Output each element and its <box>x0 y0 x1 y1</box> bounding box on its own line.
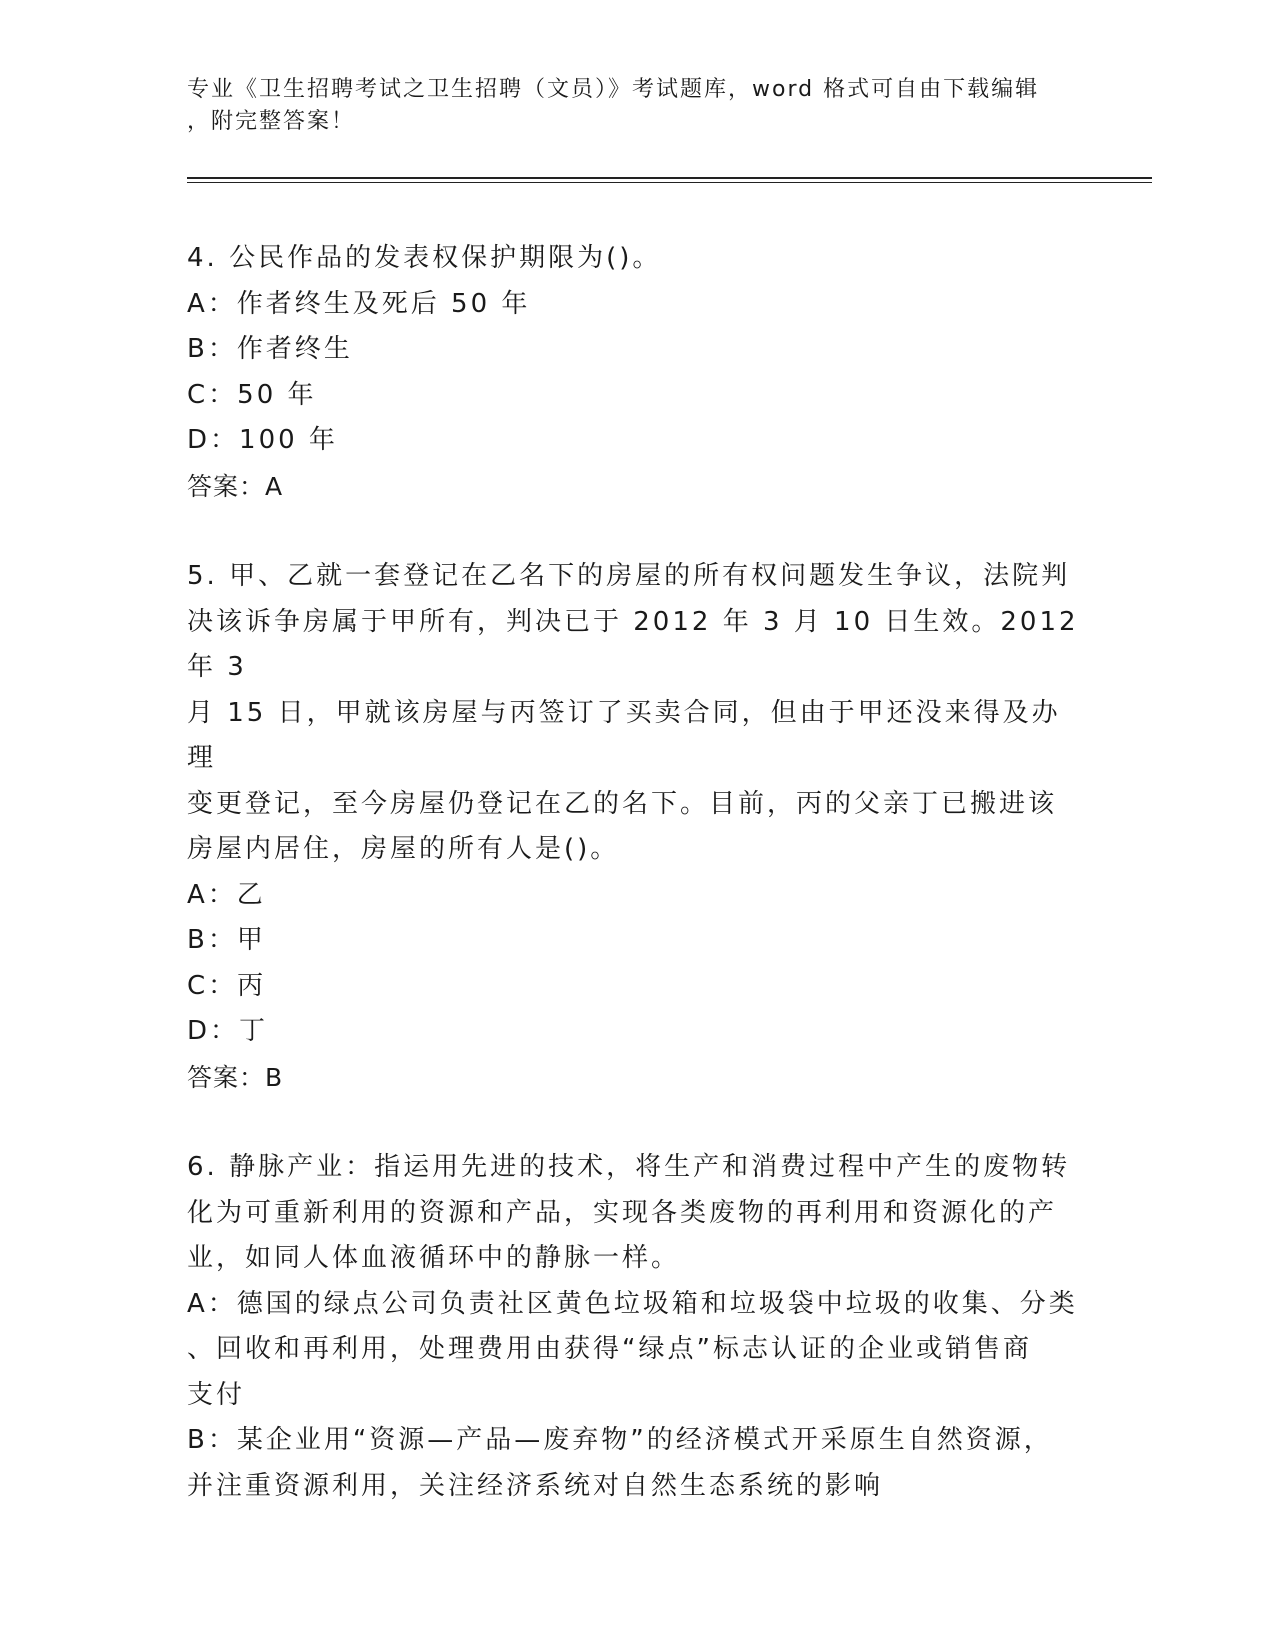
header-line-1: 专业《卫生招聘考试之卫生招聘（文员）》考试题库，word 格式可自由下载编辑 <box>187 77 1040 102</box>
option-b-line: B：某企业用“资源—产品—废弃物”的经济模式开采原生自然资源， <box>187 1425 1053 1455</box>
option-a-line: 支付 <box>187 1379 246 1410</box>
option-b: B：甲 <box>187 925 266 955</box>
option-d: D：丁 <box>187 1016 269 1046</box>
question-stem-line: 5. 甲、乙就一套登记在乙名下的房屋的所有权问题发生争议，法院判 <box>187 561 1071 591</box>
header-line-2: ，附完整答案！ <box>187 109 356 134</box>
question-stem-line: 6. 静脉产业：指运用先进的技术，将生产和消费过程中产生的废物转 <box>187 1152 1071 1182</box>
question-list <box>187 236 1087 1509</box>
question-stem-line: 化为可重新利用的资源和产品，实现各类废物的再利用和资源化的产 <box>187 1197 1058 1228</box>
option-d: D：100 年 <box>187 425 338 455</box>
question-stem-line: 决该诉争房属于甲所有，判决已于 2012 年 3 月 10 日生效。2012 年 3 <box>187 606 1079 682</box>
answer: 答案：A <box>187 471 284 501</box>
question-6 <box>187 1145 1087 1509</box>
question-stem-line: 月 15 日，甲就该房屋与丙签订了买卖合同，但由于甲还没来得及办理 <box>187 697 1061 773</box>
question-stem-line: 变更登记，至今房屋仍登记在乙的名下。目前，丙的父亲丁已搬进该 <box>187 788 1058 819</box>
option-c: C：丙 <box>187 970 267 1001</box>
question-stem: 4. 公民作品的发表权保护期限为()。 <box>187 243 662 273</box>
question-stem-line: 房屋内居住，房屋的所有人是()。 <box>187 834 620 864</box>
option-a: A：作者终生及死后 50 年 <box>187 288 531 319</box>
option-a-line: A：德国的绿点公司负责社区黄色垃圾箱和垃圾袋中垃圾的收集、分类 <box>187 1288 1078 1319</box>
option-b-line: 并注重资源利用，关注经济系统对自然生态系统的影响 <box>187 1470 884 1501</box>
option-a-line: 、回收和再利用，处理费用由获得“绿点”标志认证的企业或销售商 <box>187 1334 1032 1364</box>
option-a: A：乙 <box>187 879 266 910</box>
header-divider-thick <box>187 177 1152 179</box>
document-header <box>187 74 1067 138</box>
question-5 <box>187 554 1087 1100</box>
answer: 答案：B <box>187 1062 284 1092</box>
option-b: B：作者终生 <box>187 334 353 364</box>
question-stem-line: 业，如同人体血液循环中的静脉一样。 <box>187 1243 681 1273</box>
header-divider-thin <box>187 182 1152 183</box>
option-c: C：50 年 <box>187 379 317 410</box>
question-4 <box>187 236 1087 509</box>
